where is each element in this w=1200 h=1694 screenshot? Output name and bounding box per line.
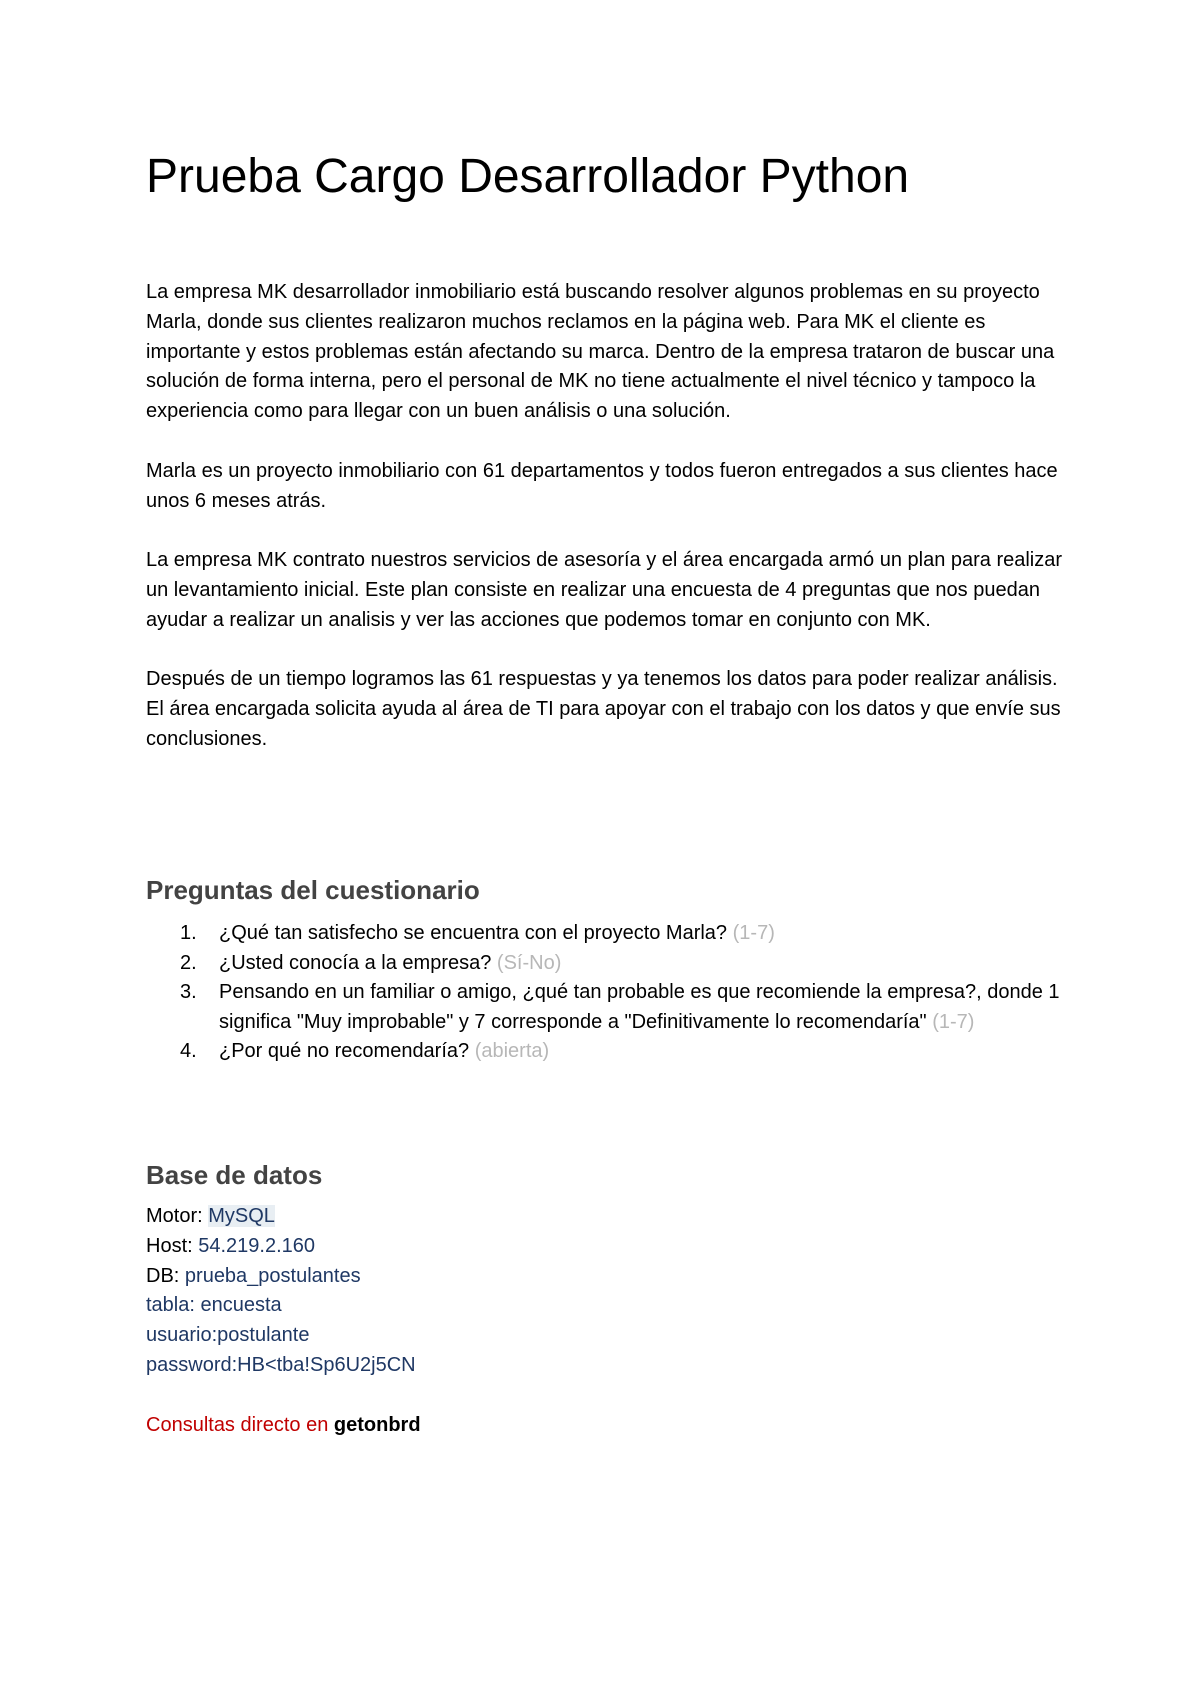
- db-host-row: [146, 1232, 416, 1262]
- db-table-value: encuesta: [200, 1294, 282, 1317]
- question-number: 2.: [180, 951, 197, 974]
- db-table-label: tabla:: [146, 1294, 201, 1317]
- question-item: [146, 1037, 1076, 1067]
- query-note-prefix: Consultas directo en: [146, 1414, 334, 1436]
- question-text: ¿Por qué no recomendaría?: [219, 1040, 475, 1062]
- db-password-label: password:: [146, 1353, 238, 1376]
- questions-heading: Preguntas del cuestionario: [146, 875, 480, 905]
- query-note-target: getonbrd: [333, 1414, 421, 1436]
- db-user-label: usuario:: [146, 1324, 218, 1347]
- question-hint: (Sí-No): [496, 951, 562, 974]
- question-number: 1.: [180, 922, 197, 944]
- db-name-row: [146, 1262, 416, 1292]
- question-text: ¿Qué tan satisfecho se encuentra con el proyecto Marla?: [219, 922, 733, 944]
- paragraph-3: La empresa MK contrato nuestros servicios de asesoría y el área encargada armó un plan para realizar un levantamiento inicial. Este plan consiste en realizar una encuesta de 4 preguntas que nos puedan ayudar a realizar un analisis y ver las acciones que podemos tomar en conjunto con MK.: [146, 549, 1063, 631]
- db-user-value: postulante: [217, 1324, 310, 1347]
- db-password-value: HB<tba!Sp6U2j5CN: [237, 1353, 416, 1376]
- db-motor-row: [146, 1202, 416, 1232]
- db-motor-label: Motor:: [146, 1205, 209, 1227]
- paragraph-1: La empresa MK desarrollador inmobiliario está buscando resolver algunos problemas en su proyecto Marla, donde sus clientes realizaron muchos reclamos en la página web. Para MK el cliente es importante y estos problemas están afectando su marca. Dentro de la empresa trataron de buscar una solución de forma interna, pero el personal de MK no tiene actualmente el nivel técnico y tampoco la experiencia como para llegar con un buen análisis o una solución.: [146, 281, 1055, 423]
- db-motor-value: MySQL: [208, 1205, 275, 1227]
- intro-body: [146, 278, 1076, 785]
- paragraph-4: Después de un tiempo logramos las 61 respuestas y ya tenemos los datos para poder realizar análisis. El área encargada solicita ayuda al área de TI para apoyar con el trabajo con los datos y que envíe sus conclusiones.: [146, 668, 1061, 750]
- question-number: 3.: [180, 981, 197, 1003]
- database-heading: Base de datos: [146, 1160, 323, 1190]
- db-host-value: 54.219.2.160: [198, 1234, 316, 1257]
- questions-list: [146, 919, 1076, 1067]
- question-hint: (1-7): [932, 1010, 975, 1033]
- question-text: ¿Usted conocía a la empresa?: [219, 951, 497, 974]
- question-text: Pensando en un familiar o amigo, ¿qué tan probable es que recomiende la empresa?, donde 1 significa "Muy improbable" y 7 corresponde a "Definitivamente lo recomendaría": [219, 981, 1060, 1033]
- query-note: [146, 1410, 421, 1440]
- db-name-value: prueba_postulantes: [184, 1264, 361, 1287]
- question-hint: (abierta): [474, 1040, 550, 1062]
- db-table-row: [146, 1291, 416, 1321]
- question-item: [146, 919, 1076, 949]
- db-name-label: DB:: [146, 1264, 185, 1287]
- db-host-label: Host:: [146, 1234, 199, 1257]
- question-item: [146, 949, 1076, 979]
- db-user-row: [146, 1321, 416, 1351]
- question-item: [146, 978, 1076, 1037]
- database-info: [146, 1202, 416, 1381]
- question-number: 4.: [180, 1040, 197, 1062]
- db-password-row: [146, 1351, 416, 1381]
- question-hint: (1-7): [732, 922, 775, 944]
- document-title: Prueba Cargo Desarrollador Python: [146, 150, 910, 203]
- paragraph-2: Marla es un proyecto inmobiliario con 61 departamentos y todos fueron entregados a sus clientes hace unos 6 meses atrás.: [146, 459, 1058, 512]
